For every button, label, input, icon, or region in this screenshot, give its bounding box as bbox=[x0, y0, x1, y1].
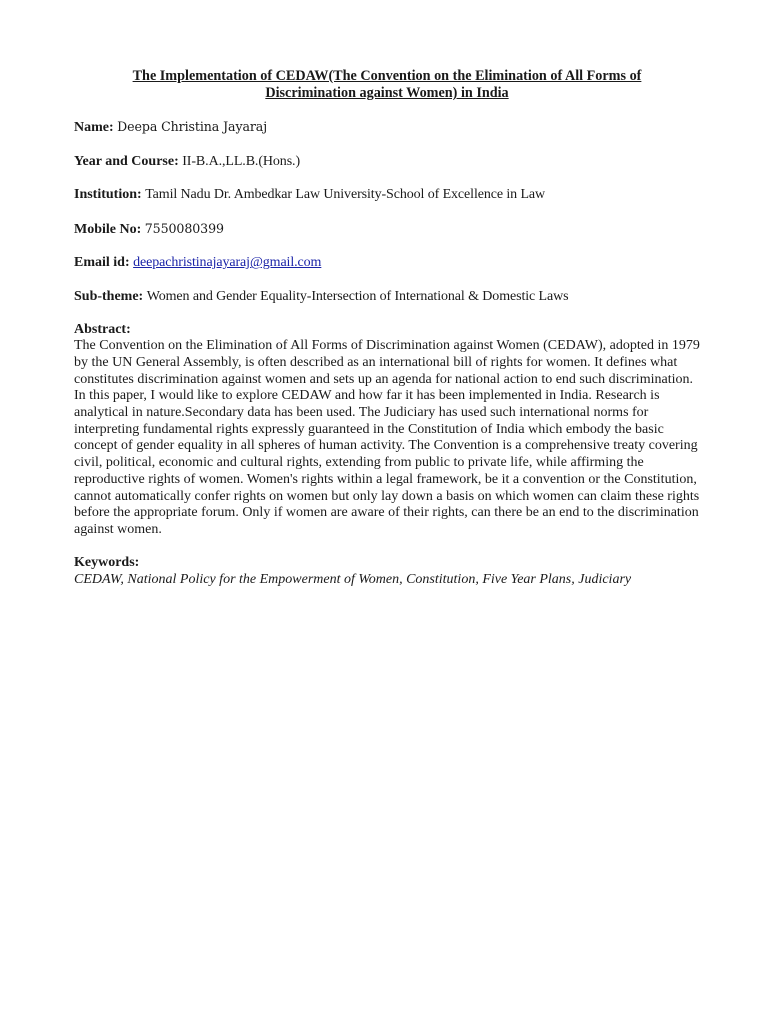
abstract-body: The Convention on the Elimination of All Forms of Discrimination against Women (CEDAW), adopted in 1979 by the UN General Assembly, is often described as an international bill of rights for women. It defines what constitutes discrimination against women and sets up an agenda for national action to end such discrimination. In this paper, I would like to explore CEDAW and how far it has been implemented in India. Research is analytical in nature.Secondary data has been used. The Judiciary has used such international norms for interpreting fundamental rights expressly guaranteed in the Constitution of India which embody the basic concept of gender equality in all spheres of human activity. The Convention is a comprehensive treaty covering civil, political, economic and cultural rights, extending from public to private life, while affirming the reproductive rights of women. Women's rights within a legal framework, be it a convention or the Constitution, cannot automatically confer rights on women but only lay down a basis on which women can claim these rights before the appropriate forum. Only if women are aware of their rights, can there be an end to the discrimination against women. bbox=[74, 338, 700, 537]
subtheme-label: Sub-theme: bbox=[74, 288, 144, 304]
email-field bbox=[74, 254, 700, 271]
email-label: Email id: bbox=[74, 255, 130, 271]
mobile-value: 7550080399 bbox=[144, 220, 224, 236]
email-link[interactable]: deepachristinajayaraj@gmail.com bbox=[133, 255, 322, 271]
title-line-2: Discrimination against Women) in India bbox=[265, 85, 509, 101]
keywords-body: CEDAW, National Policy for the Empowerment of Women, Constitution, Five Year Plans, Judiciary bbox=[74, 572, 632, 587]
title-line-1: The Implementation of CEDAW(The Convention on the Elimination of All Forms of bbox=[132, 68, 642, 84]
abstract-heading: Abstract: bbox=[74, 321, 131, 337]
document-title bbox=[74, 68, 700, 102]
subtheme-field bbox=[74, 288, 700, 305]
year-course-field bbox=[74, 153, 700, 170]
year-course-value: II-B.A.,LL.B.(Hons.) bbox=[182, 153, 301, 169]
institution-value: Tamil Nadu Dr. Ambedkar Law University-School of Excellence in Law bbox=[145, 187, 546, 203]
name-label: Name: bbox=[74, 120, 114, 135]
institution-label: Institution: bbox=[74, 187, 142, 203]
name-field bbox=[74, 118, 700, 136]
name-value: Deepa Christina Jayaraj bbox=[117, 119, 268, 134]
institution-field bbox=[74, 186, 700, 203]
mobile-field bbox=[74, 220, 700, 238]
year-course-label: Year and Course: bbox=[74, 153, 179, 169]
keywords-heading: Keywords: bbox=[74, 555, 140, 571]
document-page bbox=[74, 68, 700, 589]
mobile-label: Mobile No: bbox=[74, 221, 142, 237]
subtheme-value: Women and Gender Equality-Intersection of International & Domestic Laws bbox=[146, 288, 569, 304]
